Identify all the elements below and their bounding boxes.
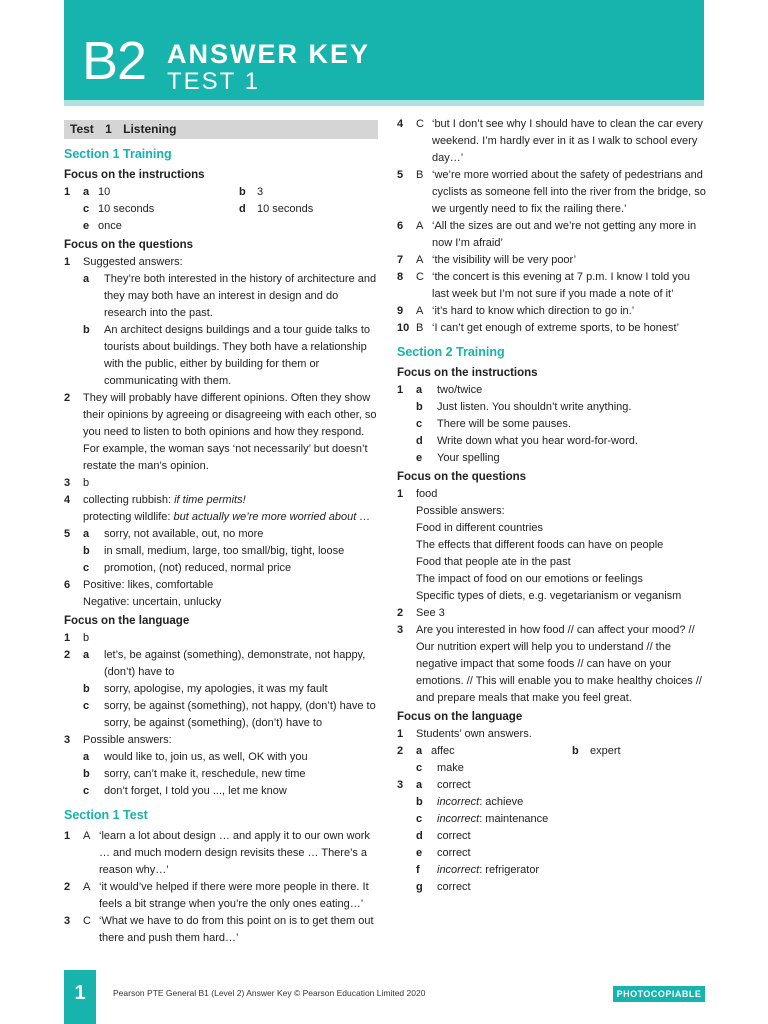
answer-row: 1 Students’ own answers.	[397, 728, 532, 740]
answer-row: 1 b	[64, 632, 90, 644]
answer-row: Possible answers:	[416, 505, 505, 517]
answer-row: 7 A ‘the visibility will be very poor’	[397, 254, 577, 266]
answer-row: 1 a two/twice	[397, 384, 483, 396]
answer-row: a would like to, join us, as well, OK with you	[83, 751, 308, 763]
answer-row: c promotion, (not) reduced, normal price	[83, 562, 292, 574]
answer-row: d correct	[416, 830, 471, 842]
answer-row: 6 A ‘All the sizes are out and we’re not getting any more in now I’m afraid’	[397, 220, 697, 249]
section-1-training-heading: Section 1 Training	[64, 147, 172, 161]
left-column	[64, 116, 378, 947]
answer-row: d Write down what you hear word-for-word.	[416, 435, 638, 447]
header-rule	[64, 100, 704, 106]
answer-row: 4 C ‘but I don’t see why I should have to clean the car every weekend. I’m hardly ever in it as I walk to school every day…’	[397, 118, 703, 164]
level-label: B2	[82, 31, 147, 91]
test-title: TEST 1	[167, 68, 260, 95]
answer-row: protecting wildlife: but actually we’re more worried about …	[83, 511, 371, 523]
answer-row: 3 Possible answers:	[64, 734, 172, 746]
section-1-test-heading: Section 1 Test	[64, 808, 148, 822]
test-listening-bar: Test 1 Listening	[64, 120, 378, 139]
questions-heading: Focus on the questions	[64, 239, 194, 251]
questions-heading: Focus on the questions	[397, 471, 527, 483]
answer-row: 6 Positive: likes, comfortable	[64, 579, 214, 591]
right-column	[397, 116, 707, 896]
answer-row: f incorrect: refrigerator	[416, 864, 540, 876]
answer-row: b An architect designs buildings and a tour guide talks to tourists about buildings. They both have a relationship with the public, either by building for them or communicating with them.	[83, 324, 370, 387]
answer-row: 8 C ‘the concert is this evening at 7 p.m. I know I told you last week but I’m not sure if you made a note of it’	[397, 271, 691, 300]
answer-row: Food in different countries	[416, 522, 543, 534]
answer-row: b sorry, can’t make it, reschedule, new time	[83, 768, 306, 780]
answer-row: b sorry, apologise, my apologies, it was my fault	[83, 683, 328, 695]
answer-row: 3 a correct	[397, 779, 471, 791]
answer-row: 2 a let’s, be against (something), demonstrate, not happy, (don’t) have to	[64, 649, 366, 678]
answer-row: 2 A ‘it would’ve helped if there were more people in there. It feels a bit strange when you’re the only ones eating…’	[64, 881, 369, 910]
answer-row: e correct	[416, 847, 471, 859]
header-band	[64, 0, 704, 100]
answer-row: e once	[83, 220, 122, 232]
answer-row: 1 A ‘learn a lot about design … and apply it to our own work … and much modern design revisits these … There’s a reason why…’	[64, 830, 370, 876]
answer-row: 1 a 10 b 3	[64, 186, 264, 198]
answer-row: c don’t forget, I told you ..., let me know	[83, 785, 287, 797]
answer-row: 3 b	[64, 477, 90, 489]
section-2-training-heading: Section 2 Training	[397, 345, 505, 359]
answer-row: 3 C ‘What we have to do from this point on is to get them out there and push them hard…’	[64, 915, 374, 944]
photocopiable-badge: PHOTOCOPIABLE	[613, 986, 705, 1002]
answer-row: c There will be some pauses.	[416, 418, 571, 430]
answer-row: 10 B ‘I can’t get enough of extreme sports, to be honest’	[397, 322, 680, 334]
copyright-text: Pearson PTE General B1 (Level 2) Answer Key © Pearson Education Limited 2020	[113, 988, 426, 998]
answer-row: 9 A ‘it’s hard to know which direction to go in.’	[397, 305, 635, 317]
answer-row: a They’re both interested in the history of architecture and they may both have an interest in design and do research into the past.	[83, 273, 377, 319]
answer-row: c make	[416, 762, 464, 774]
language-heading: Focus on the language	[64, 615, 190, 627]
answer-row: Food that people ate in the past	[416, 556, 571, 568]
answer-row: c incorrect: maintenance	[416, 813, 549, 825]
instructions-heading: Focus on the instructions	[64, 169, 205, 181]
answer-row: The impact of food on our emotions or feelings	[416, 573, 643, 585]
answer-row: 1 Suggested answers:	[64, 256, 183, 268]
answer-row: 1 food	[397, 488, 438, 500]
answer-row: Negative: uncertain, unlucky	[83, 596, 222, 608]
answer-row: b in small, medium, large, too small/big, tight, loose	[83, 545, 345, 557]
answer-row: 5 a sorry, not available, out, no more	[64, 528, 264, 540]
answer-row: 2 See 3	[397, 607, 445, 619]
answer-row: 2 They will probably have different opinions. Often they show their opinions by agreeing or disagreeing with each other, so you need to listen to both opinions and how they respond. For example, the woman says ‘not necessarily’ but doesn’t restate the man’s opinion.	[64, 392, 377, 472]
answer-row: g correct	[416, 881, 471, 893]
instructions-heading: Focus on the instructions	[397, 367, 538, 379]
language-heading: Focus on the language	[397, 711, 523, 723]
answer-row: 2 a affec b expert	[397, 745, 621, 757]
answer-row: 4 collecting rubbish: if time permits!	[64, 494, 246, 506]
answer-row: b Just listen. You shouldn’t write anything.	[416, 401, 632, 413]
answer-row: Specific types of diets, e.g. vegetarianism or veganism	[416, 590, 682, 602]
answer-row: 3 Are you interested in how food // can affect your mood? // Our nutrition expert will help you to understand // the negative impact that some foods // can have on your emotions. // This will enable you to make healthy choices // and prepare meals that make you feel great.	[397, 624, 702, 704]
answer-row: e Your spelling	[416, 452, 500, 464]
answer-key-title: ANSWER KEY	[167, 39, 371, 69]
answer-row: c sorry, be against (something), not happy, (don’t) have to sorry, be against (something), (don’t) have to	[83, 700, 376, 729]
page-number: 1	[74, 982, 86, 1004]
answer-row: 5 B ‘we’re more worried about the safety of pedestrians and cyclists as someone fell into the river from the bridge, so we urgently need to fix the railing there.’	[397, 169, 706, 215]
answer-row: b incorrect: achieve	[416, 796, 524, 808]
answer-row: The effects that different foods can have on people	[416, 539, 664, 551]
answer-row: c 10 seconds d 10 seconds	[83, 203, 314, 215]
